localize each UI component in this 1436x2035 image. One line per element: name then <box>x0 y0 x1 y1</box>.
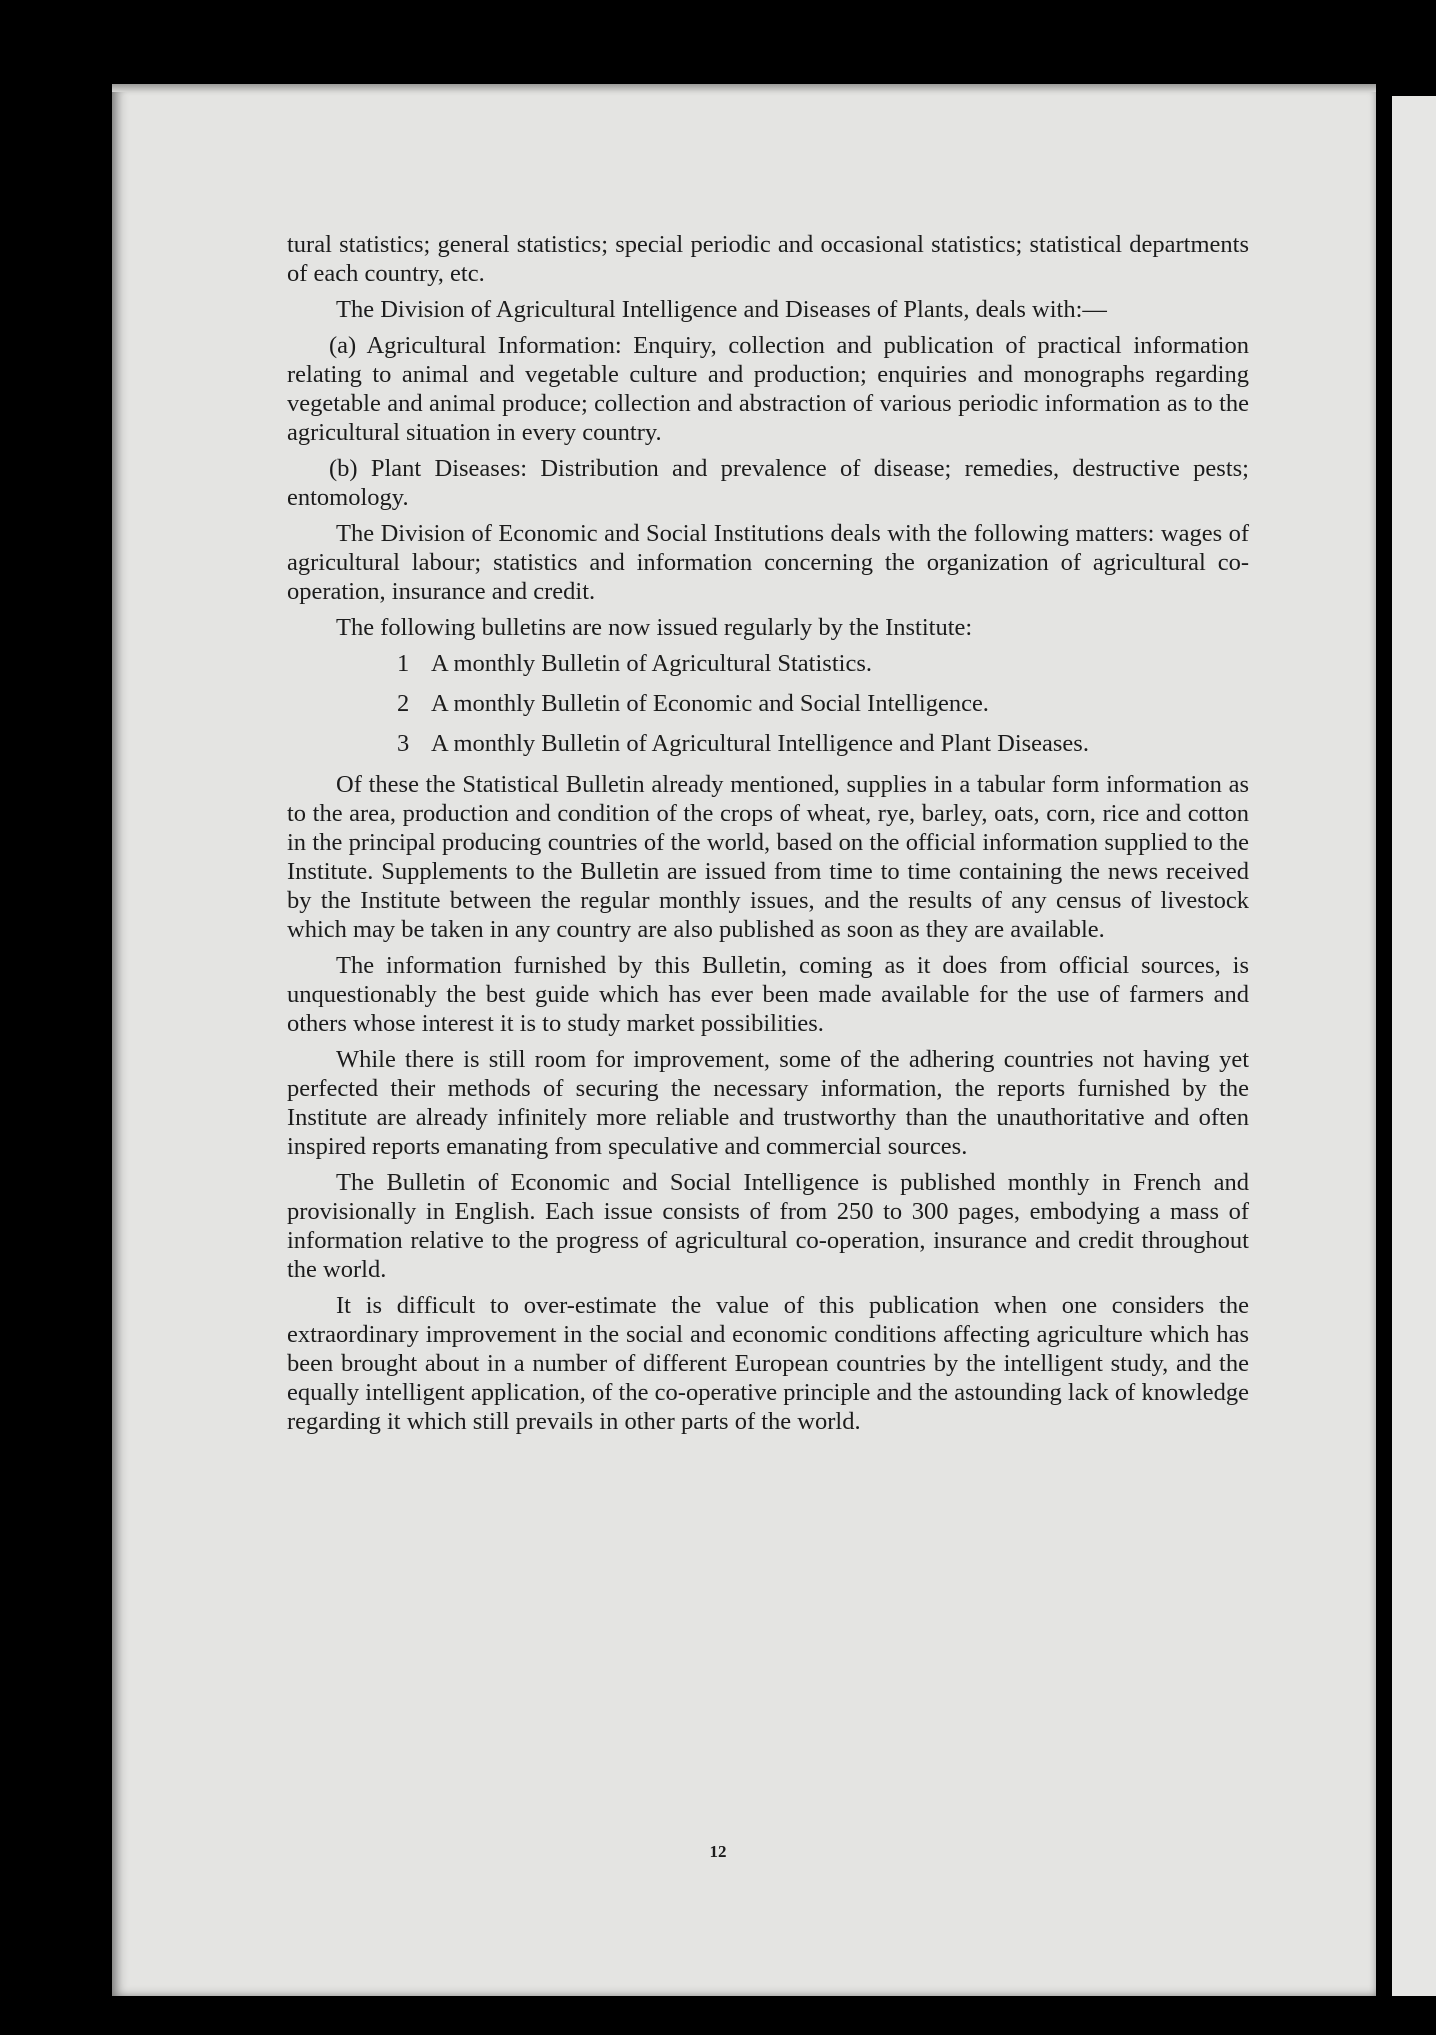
page-number: 12 <box>709 1842 727 1861</box>
list-item <box>397 649 1137 678</box>
paragraph: The Division of Agricultural Intelligence and Diseases of Plants, deals with:— <box>336 296 1107 323</box>
paragraph: It is difficult to over-estimate the value of this publication when one considers the extraordinary improvement in the social and economic conditions affecting agriculture which has been brought about in a number of different European countries by the intelligent study, and the equally intelligent application, of the co-operative principle and the astounding lack of knowledge regarding it which still prevails in other parts of the world. <box>287 1292 1249 1435</box>
bulletin-list <box>397 649 1137 758</box>
adjacent-page-edge <box>1392 96 1436 1996</box>
paragraph: (a) Agricultural Information: Enquiry, collection and publication of practical information relating to animal and vegetable culture and production; enquiries and monographs regarding vegetable and animal produce; collection and abstraction of various periodic information as to the agricultural situation in every country. <box>287 332 1249 446</box>
list-number: 2 <box>397 690 410 717</box>
list-item <box>397 689 1137 718</box>
paragraph: The information furnished by this Bulletin, coming as it does from official sources, is unquestionably the best guide which has ever been made available for the use of farmers and others whose interest it is to study market possibilities. <box>287 952 1249 1037</box>
paragraph: tural statistics; general statistics; special periodic and occasional statistics; statistical departments of each country, etc. <box>287 231 1249 287</box>
paragraph: The Bulletin of Economic and Social Intelligence is published monthly in French and provisionally in English. Each issue consists of from 250 to 300 pages, embodying a mass of information relative to the progress of agricultural co-operation, insurance and credit throughout the world. <box>287 1169 1249 1283</box>
list-text: A monthly Bulletin of Economic and Social Intelligence. <box>431 690 989 717</box>
paragraph: The Division of Economic and Social Institutions deals with the following matters: wages of agricultural labour; statistics and information concerning the organization of agricultural co-operation, insurance and credit. <box>287 520 1249 605</box>
paragraph: The following bulletins are now issued regularly by the Institute: <box>336 614 973 641</box>
page-text <box>287 230 1249 1443</box>
list-item <box>397 729 1137 758</box>
paragraph: (b) Plant Diseases: Distribution and prevalence of disease; remedies, destructive pests; entomology. <box>287 455 1249 511</box>
paragraph: While there is still room for improvement, some of the adhering countries not having yet perfected their methods of securing the necessary information, the reports furnished by the Institute are already infinitely more reliable and trustworthy than the unauthoritative and often inspired reports emanating from speculative and commercial sources. <box>287 1046 1249 1160</box>
list-number: 3 <box>397 730 410 757</box>
list-text: A monthly Bulletin of Agricultural Intelligence and Plant Diseases. <box>431 730 1089 757</box>
list-text: A monthly Bulletin of Agricultural Statistics. <box>431 650 872 677</box>
paragraph: Of these the Statistical Bulletin already mentioned, supplies in a tabular form information as to the area, production and condition of the crops of wheat, rye, barley, oats, corn, rice and cotton in the principal producing countries of the world, based on the official information supplied to the Institute. Supplements to the Bulletin are issued from time to time containing the news received by the Institute between the regular monthly issues, and the results of any census of livestock which may be taken in any country are also published as soon as they are available. <box>287 771 1249 943</box>
page-top-edge <box>112 84 1376 92</box>
list-number: 1 <box>397 650 410 677</box>
